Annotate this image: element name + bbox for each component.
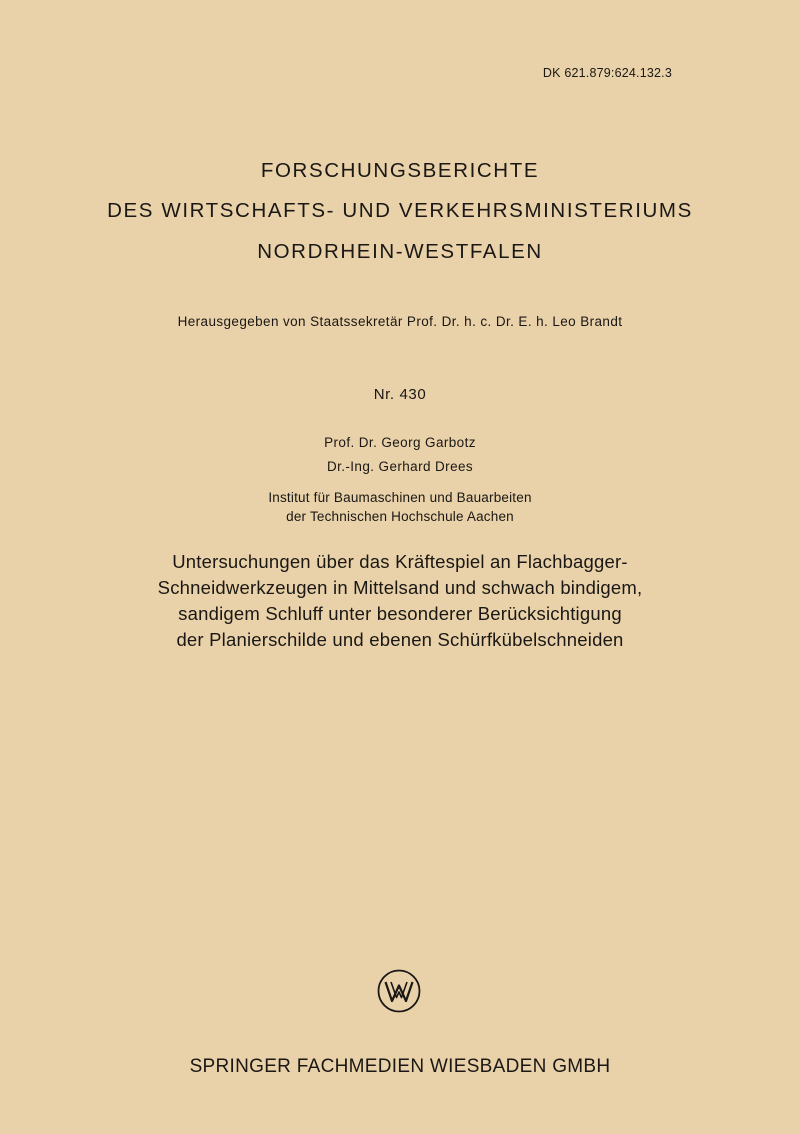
book-title-line-2: Schneidwerkzeugen in Mittelsand und schwach bindigem, — [157, 577, 643, 598]
book-title-line-3: sandigem Schluff unter besonderer Berücksichtigung — [178, 603, 622, 624]
book-title-line-4: der Planierschilde und ebenen Schürfkübelschneiden — [176, 629, 624, 650]
classification-number: DK 621.879:624.132.3 — [542, 66, 672, 80]
series-title-line-2: DES WIRTSCHAFTS- UND VERKEHRSMINISTERIUMS — [107, 199, 693, 222]
institute-line-2: der Technischen Hochschule Aachen — [286, 509, 514, 524]
publisher-name: SPRINGER FACHMEDIEN WIESBADEN GMBH — [189, 1056, 611, 1077]
institute-line-1: Institut für Baumaschinen und Bauarbeiten — [268, 490, 532, 505]
volume-number: Nr. 430 — [373, 386, 427, 403]
publisher-logo-icon — [377, 969, 421, 1013]
book-title-line-1: Untersuchungen über das Kräftespiel an Flachbagger- — [172, 551, 628, 572]
series-title-line-3: NORDRHEIN-WESTFALEN — [257, 240, 543, 263]
author-2: Dr.-Ing. Gerhard Drees — [326, 459, 474, 474]
author-1: Prof. Dr. Georg Garbotz — [324, 435, 476, 450]
editor-line: Herausgegeben von Staatssekretär Prof. Dr. h. c. Dr. E. h. Leo Brandt — [177, 314, 623, 329]
series-title-line-1: FORSCHUNGSBERICHTE — [260, 159, 540, 182]
